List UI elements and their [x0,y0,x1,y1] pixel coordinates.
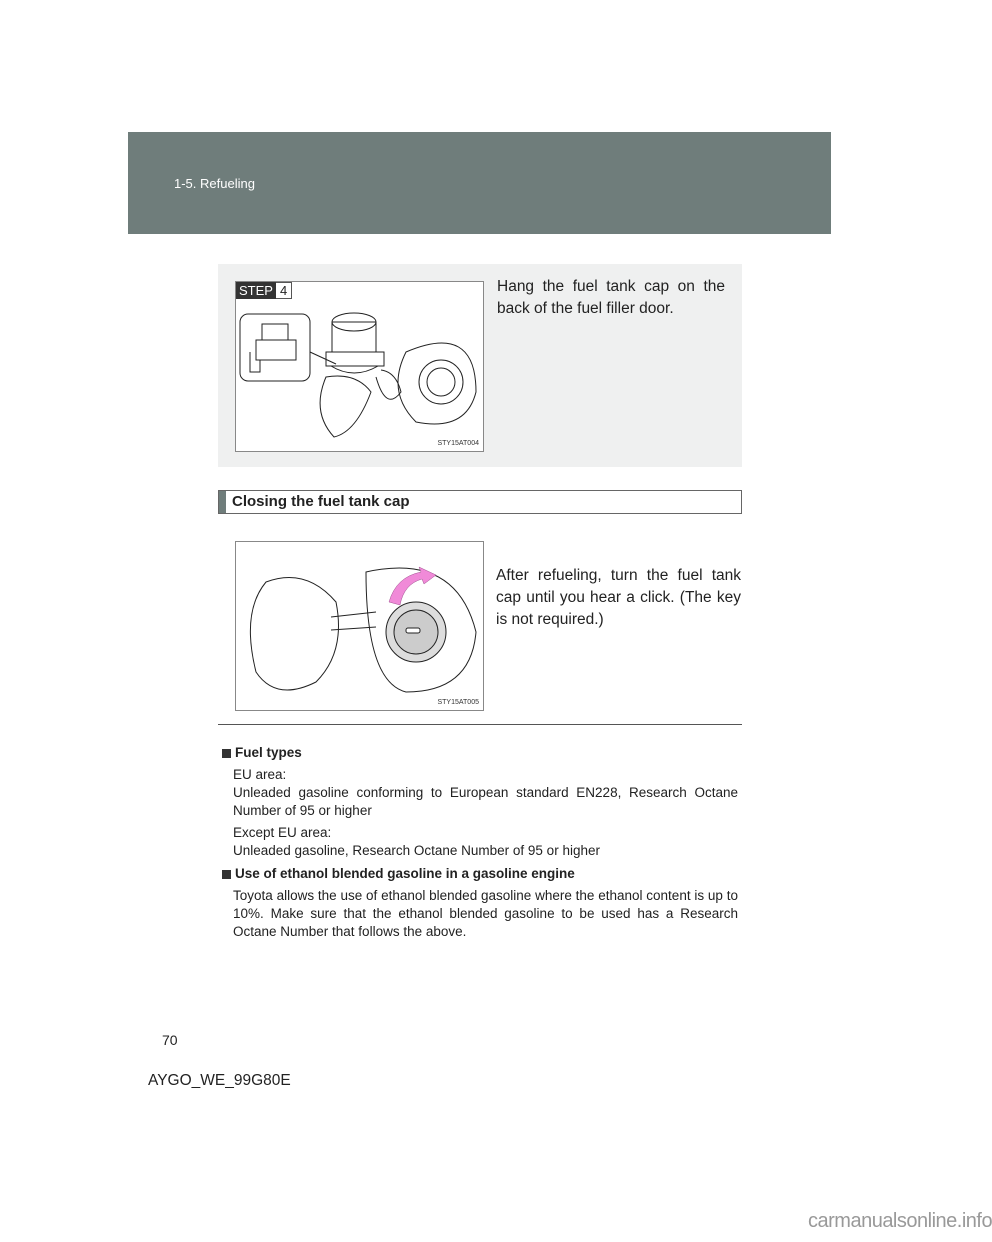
footer-code: AYGO_WE_99G80E [148,1072,291,1089]
section-title: 1-5. Refueling [174,176,255,191]
section-header [128,132,831,234]
figure-hang-cap: STEP 4 STY15AT004 [235,281,484,452]
fuel-cap-closing-illustration [236,542,483,710]
note-ethanol: Use of ethanol blended gasoline in a gasoline engine Toyota allows the use of ethanol blended gasoline where the ethanol content is up to 10%. Make sure that the ethanol blended gasoline to be used has a Research Octane Number that follows the above. [222,865,738,941]
notes [222,744,738,941]
closing-text: After refueling, turn the fuel tank cap until you hear a click. (The key is not required.) [496,567,741,628]
fuel-cap-hanging-illustration [236,282,483,451]
clockwise-arrow-icon [389,567,436,605]
square-bullet-icon [222,749,231,758]
step-4-text: Hang the fuel tank cap on the back of the fuel filler door. [497,278,725,317]
note-fuel-types: Fuel types EU area: Unleaded gasoline conforming to European standard EN228, Research Octane Number of 95 or higher Except EU area: Unleaded gasoline, Research Octane Number of 95 or higher [222,744,738,860]
figure-close-cap: STY15AT005 [235,541,484,711]
step-4-box [218,264,742,467]
section-heading: Closing the fuel tank cap [218,490,742,514]
square-bullet-icon [222,870,231,879]
divider [218,724,742,725]
watermark: carmanualsonline.info [808,1210,992,1232]
page-number: 70 [162,1032,178,1048]
step-badge: STEP 4 [236,282,292,299]
